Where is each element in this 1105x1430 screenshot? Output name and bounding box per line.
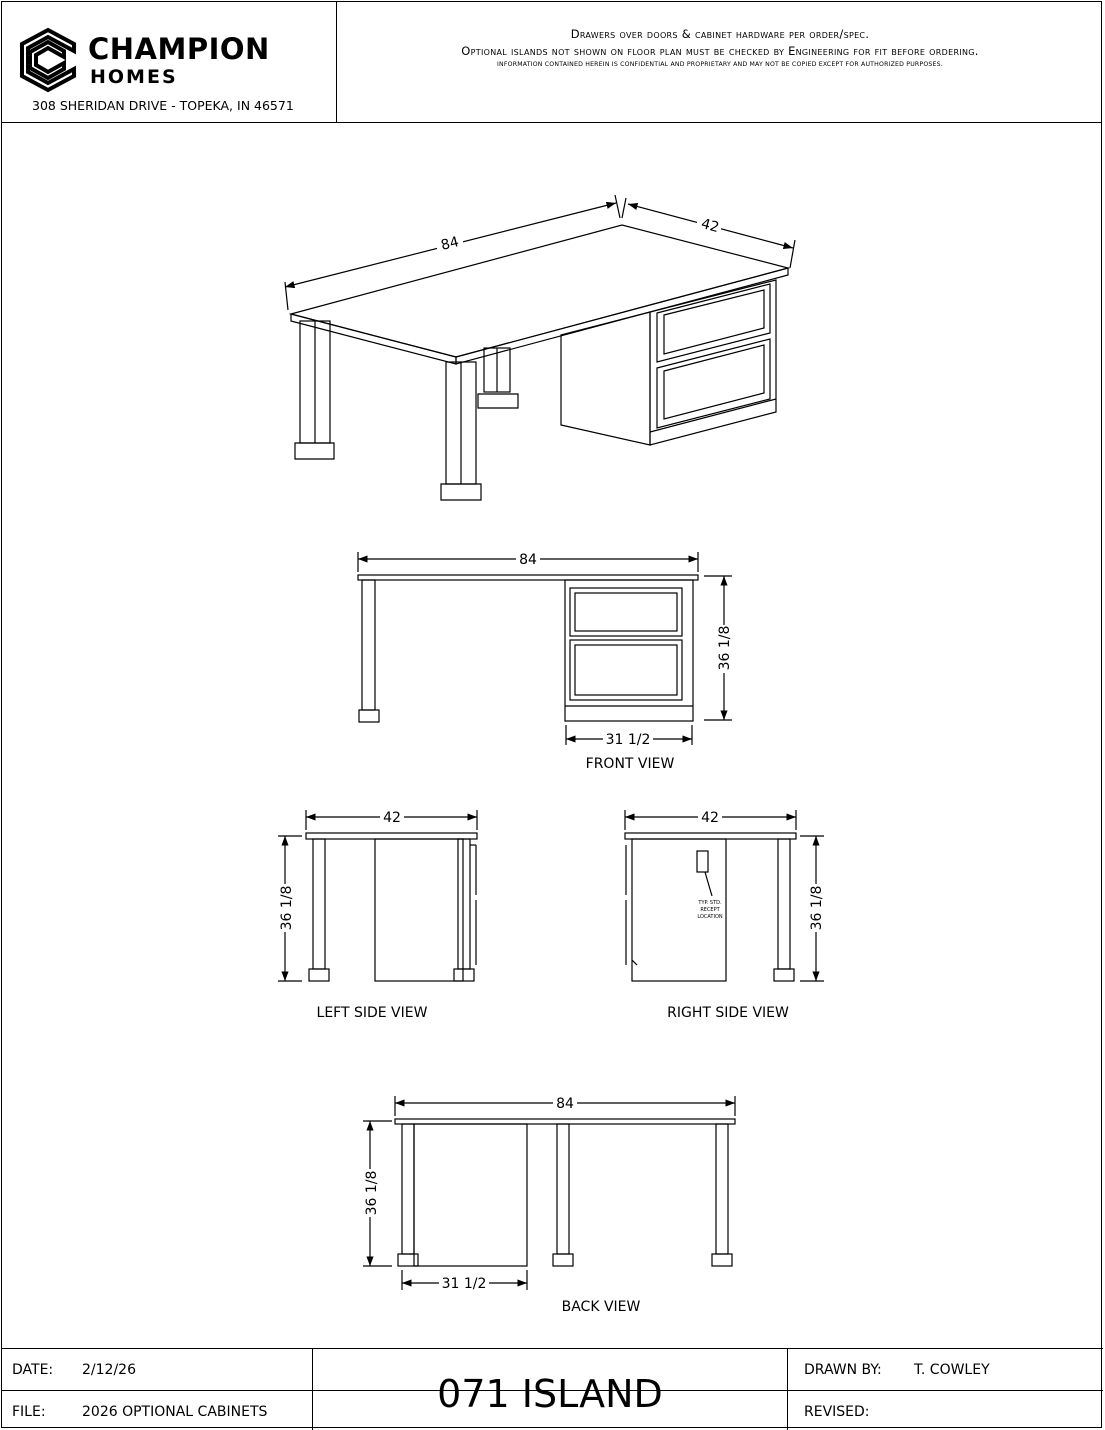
receptacle-note-line-3: LOCATION: [697, 914, 723, 920]
right-countertop: [625, 833, 796, 839]
back-countertop: [395, 1119, 735, 1124]
left-side-view: [278, 810, 477, 981]
back-leg-1-foot: [398, 1254, 418, 1266]
front-width-label: 84: [519, 552, 537, 568]
left-leg-1: [313, 839, 325, 969]
back-view-caption: BACK VIEW: [561, 1299, 641, 1315]
receptacle-note-line-1: TYP. STD.: [698, 900, 722, 906]
note-drawers: Drawers over doors & cabinet hardware per order/spec.: [570, 27, 870, 41]
back-leg-3: [716, 1124, 728, 1254]
brand-subtitle: HOMES: [90, 66, 178, 88]
back-leg-2: [557, 1124, 569, 1254]
left-side-view-caption: LEFT SIDE VIEW: [316, 1005, 428, 1021]
right-side-view: [625, 810, 824, 981]
front-countertop: [358, 575, 698, 580]
front-view-caption: FRONT VIEW: [585, 756, 675, 772]
back-leg-2-foot: [553, 1254, 573, 1266]
left-cabinet-side: [375, 839, 463, 981]
back-leg-1: [402, 1124, 414, 1254]
drawn-by-label: DRAWN BY:: [804, 1362, 882, 1378]
right-side-view-caption: RIGHT SIDE VIEW: [667, 1005, 789, 1021]
drawing-title: 071 ISLAND: [437, 1371, 663, 1416]
iso-length-label: 84: [439, 234, 461, 254]
revised-label: REVISED:: [804, 1404, 870, 1420]
left-height-label: 36 1/8: [279, 885, 295, 931]
iso-cabinet-side: [561, 312, 650, 445]
iso-back-post-foot: [478, 394, 518, 408]
receptacle-icon: [697, 851, 708, 872]
left-width-label: 42: [383, 810, 401, 826]
front-drawer-bottom: [570, 640, 682, 700]
isometric-view: [285, 195, 795, 500]
iso-depth-label: 42: [699, 215, 721, 237]
right-leg-foot: [774, 969, 794, 981]
front-left-leg-foot: [359, 710, 379, 722]
left-leg-2-foot: [454, 969, 474, 981]
front-height-label: 36 1/8: [717, 625, 733, 671]
back-leg-3-foot: [712, 1254, 732, 1266]
left-countertop: [306, 833, 477, 839]
note-confidential: INFORMATION CONTAINED HEREIN IS CONFIDENTIAL AND PROPRIETARY AND MAY NOT BE COPIED EXCEPT FOR AUTHORIZED PURPOSES.: [497, 61, 943, 68]
right-height-label: 36 1/8: [809, 885, 825, 931]
iso-cabinet-front: [650, 280, 776, 445]
iso-front-post-foot: [441, 484, 481, 500]
iso-ext-line: [622, 198, 626, 218]
left-leg-2: [458, 839, 470, 969]
front-cabinet-label: 31 1/2: [605, 732, 651, 748]
iso-countertop: [291, 225, 788, 357]
receptacle-leader-line: [705, 872, 712, 896]
iso-toe-kick: [650, 399, 776, 432]
note-optional-islands: Optional islands not shown on floor plan must be checked by Engineering for fit before ordering.: [461, 44, 979, 58]
back-width-label: 84: [556, 1096, 574, 1112]
back-cabinet: [414, 1124, 527, 1266]
right-width-label: 42: [701, 810, 719, 826]
drawn-by-value: T. COWLEY: [914, 1362, 990, 1378]
back-height-label: 36 1/8: [364, 1170, 380, 1216]
receptacle-note-line-2: RECEPT: [700, 907, 720, 913]
date-label: DATE:: [12, 1362, 54, 1378]
file-value: 2026 OPTIONAL CABINETS: [82, 1404, 268, 1420]
file-label: FILE:: [12, 1404, 46, 1420]
iso-ext-line: [790, 240, 795, 268]
front-drawer-top: [570, 588, 682, 636]
front-left-leg: [362, 580, 375, 710]
back-view: [363, 1096, 735, 1290]
front-view: [358, 552, 732, 745]
left-leg-1-foot: [309, 969, 329, 981]
brand-name: CHAMPION: [88, 32, 270, 66]
iso-ext-line: [615, 195, 620, 218]
date-value: 2/12/26: [82, 1362, 136, 1378]
right-leg: [778, 839, 790, 969]
iso-countertop-side-edge: [456, 268, 788, 364]
company-address: 308 SHERIDAN DRIVE - TOPEKA, IN 46571: [32, 98, 294, 113]
back-cabinet-label: 31 1/2: [441, 1276, 487, 1292]
iso-drawer-bottom: [657, 339, 770, 428]
iso-left-post-foot: [295, 443, 334, 459]
